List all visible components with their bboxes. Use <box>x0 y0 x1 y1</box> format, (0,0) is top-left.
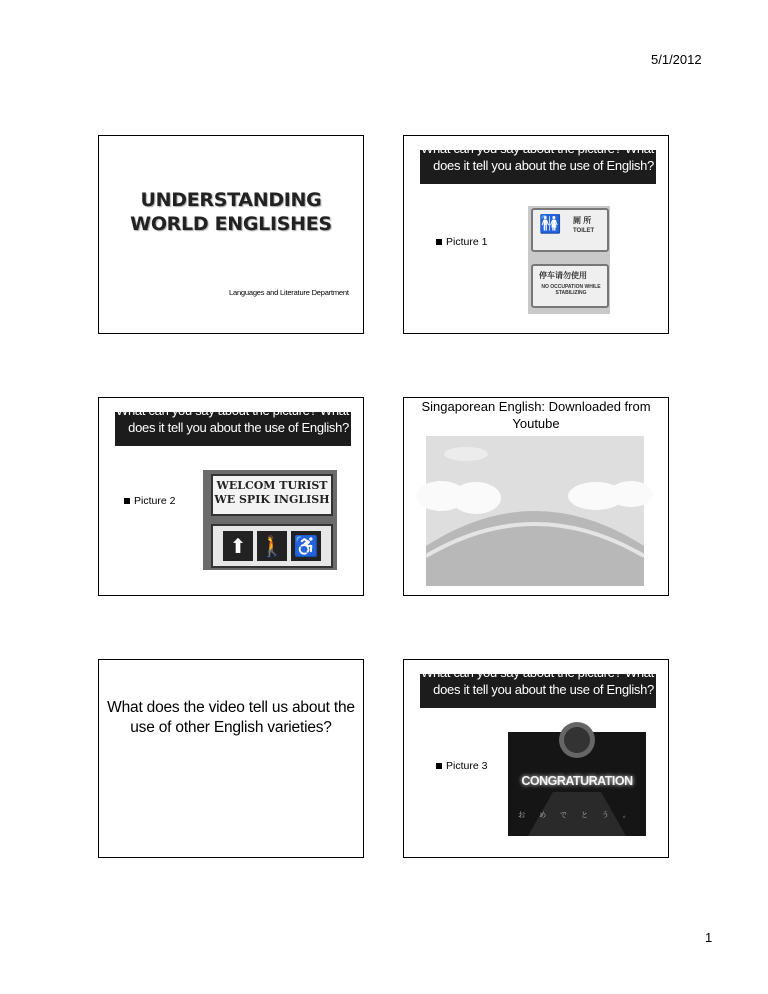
sky-cloud-illustration <box>426 436 644 586</box>
sign-line-2: WE SPIK INGLISH <box>214 493 330 506</box>
toilet-sign <box>531 208 609 252</box>
slide-4-video <box>403 397 669 596</box>
bullet-square-icon <box>124 498 130 504</box>
sign-cn-top: 厕 所 <box>573 216 592 225</box>
title-line-2: WORLD ENGLISHES <box>130 213 332 235</box>
direction-sign <box>211 524 333 568</box>
bullet-square-icon <box>436 239 442 245</box>
congraturation-photo <box>508 732 646 836</box>
question-banner <box>420 141 656 184</box>
toilet-sign-photo <box>528 206 610 314</box>
question-text: What can you say about the picture? What does it tell you about the use of English? <box>421 665 654 697</box>
question-banner <box>115 403 351 446</box>
bullet-label: Picture 3 <box>446 760 488 772</box>
sign-no-occupation: NO OCCUPATION WHILE STABILIZING <box>541 284 601 296</box>
sign-cn-bottom: 停车请勿使用 <box>539 271 587 280</box>
sign-toilet-label: TOILET <box>573 228 595 234</box>
sign-line-1: WELCOM TURIST <box>216 479 328 492</box>
congraturation-text: CONGRATURATION <box>521 774 633 788</box>
welcom-turist-sign <box>211 474 333 516</box>
department-label: Languages and Literature Department <box>229 288 349 297</box>
slide-1-heading <box>99 188 363 236</box>
page-number: 1 <box>705 930 713 945</box>
no-occupation-sign <box>531 264 609 308</box>
arrow-up-icon: ⬆ <box>223 531 253 561</box>
stairs-icon: 🚶 <box>257 531 287 561</box>
bullet-label: Picture 2 <box>134 495 176 507</box>
japanese-text: お め で と う 。 <box>518 812 636 819</box>
slide-3-picture-2 <box>98 397 364 596</box>
welcome-sign-photo <box>203 470 337 570</box>
question-text: What can you say about the picture? What does it tell you about the use of English? <box>116 403 349 435</box>
bullet-square-icon <box>436 763 442 769</box>
bullet-item <box>436 236 487 248</box>
bullet-item <box>124 495 175 507</box>
slide-1-title <box>98 135 364 334</box>
bullet-label: Picture 1 <box>446 236 488 248</box>
video-question: What does the video tell us about the use of other English varieties? <box>107 699 355 736</box>
slide-6-picture-3 <box>403 659 669 858</box>
video-title: Singaporean English: Downloaded from Youtube <box>421 399 651 431</box>
question-text: What can you say about the picture? What does it tell you about the use of English? <box>421 141 654 173</box>
wheelchair-icon: ♿ <box>291 531 321 561</box>
title-line-1: UNDERSTANDING <box>140 189 322 211</box>
slide-5-question <box>98 659 364 858</box>
video-thumbnail[interactable] <box>426 436 644 586</box>
restroom-icon: 🚻 <box>539 214 562 234</box>
header-date: 5/1/2012 <box>651 52 702 67</box>
question-banner <box>420 665 656 708</box>
bullet-item <box>436 760 487 772</box>
slide-2-picture-1 <box>403 135 669 334</box>
